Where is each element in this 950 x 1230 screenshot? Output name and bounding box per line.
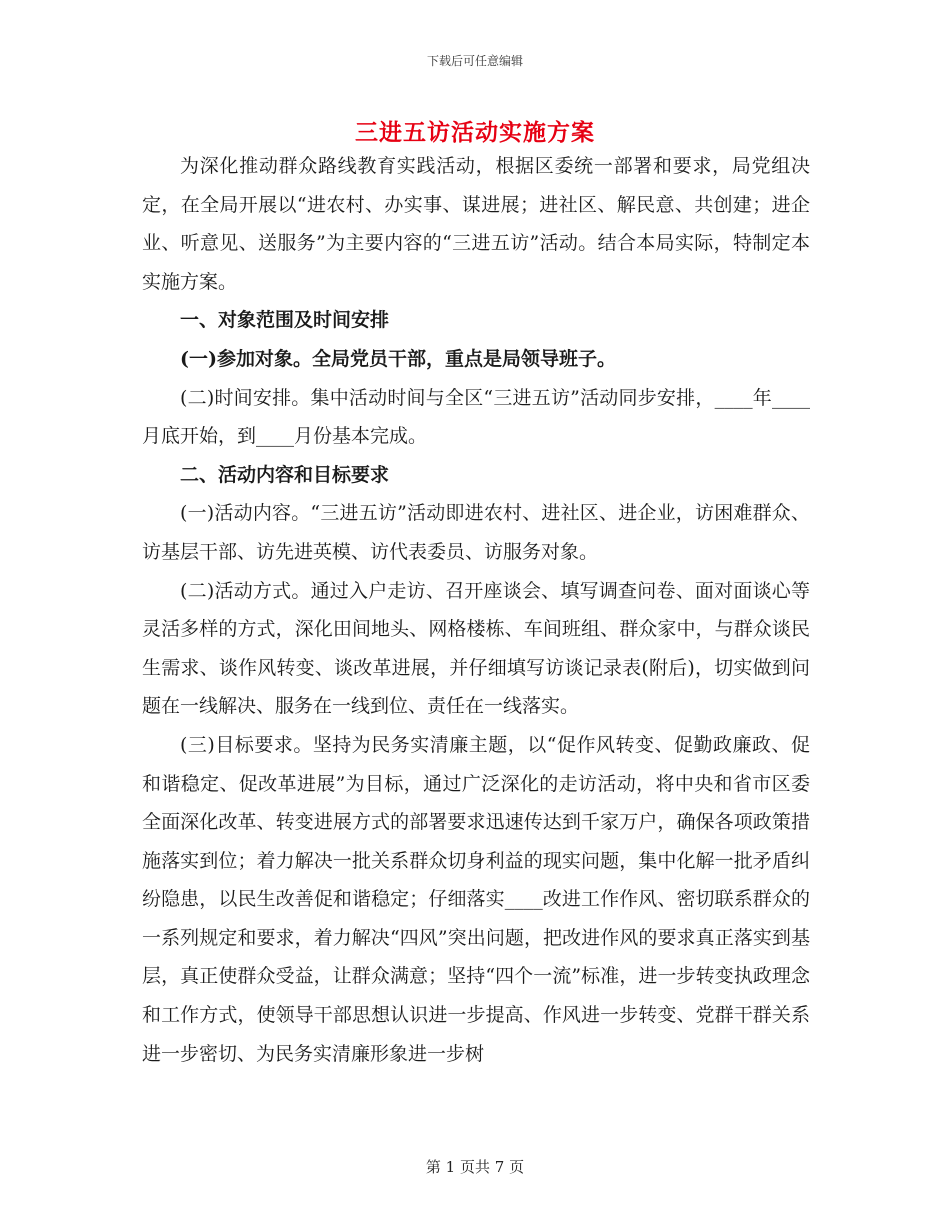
section-heading-1: 一、对象范围及时间安排 — [180, 309, 390, 332]
paragraph-activity-method: (二)活动方式。通过入户走访、召开座谈会、填写调查问卷、面对面谈心等灵活多样的方式，深化田间地头、网格楼栋、车间班组、群众家中，与群众谈民生需求、谈作风转变、谈改革进展，并仔细填写访谈记录表(附后)，切实做到问题在一线解决、服务在一线到位、责任在一线落实。 — [142, 579, 810, 718]
section-heading-2: 二、活动内容和目标要求 — [180, 463, 390, 486]
page-header-note: 下载后可任意编辑 — [426, 54, 523, 68]
document-title: 三进五访活动实施方案 — [355, 119, 595, 146]
paragraph-goals: (三)目标要求。坚持为民务实清廉主题，以“促作风转变、促勤政廉政、促和谐稳定、促改革进展”为目标，通过广泛深化的走访活动，将中央和省市区委全面深化改革、转变进展方式的部署要求迅速传达到千家万户，确保各项政策措施落实到位；着力解决一批关系群众切身利益的现实问题，集中化解一批矛盾纠纷隐患，以民生改善促和谐稳定；仔细落实____改进工作作风、密切联系群众的一系列规定和要求，着力解决“四风”突出问题，把改进作风的要求真正落实到基层，真正使群众受益，让群众满意；坚持“四个一流”标准，进一步转变执政理念和工作方式，使领导干部思想认识进一步提高、作风进一步转变、党群干群关系进一步密切、为民务实清廉形象进一步树 — [142, 733, 810, 1065]
document-body — [142, 147, 810, 1073]
paragraph-intro: 为深化推动群众路线教育实践活动，根据区委统一部署和要求，局党组决定，在全局开展以“进农村、办实事、谋进展；进社区、解民意、共创建；进企业、听意见、送服务”为主要内容的“三进五访”活动。结合本局实际，特制定本实施方案。 — [142, 155, 810, 293]
page-footer: 第 1 页共 7 页 — [425, 1158, 525, 1176]
paragraph-schedule: (二)时间安排。集中活动时间与全区“三进五访”活动同步安排，____年____月底开始，到____月份基本完成。 — [142, 386, 810, 448]
paragraph-participants: (一)参加对象。全局党员干部，重点是局领导班子。 — [180, 347, 616, 370]
paragraph-activity-content: (一)活动内容。“三进五访”活动即进农村、进社区、进企业，访困难群众、访基层干部、访先进英模、访代表委员、访服务对象。 — [142, 502, 810, 563]
